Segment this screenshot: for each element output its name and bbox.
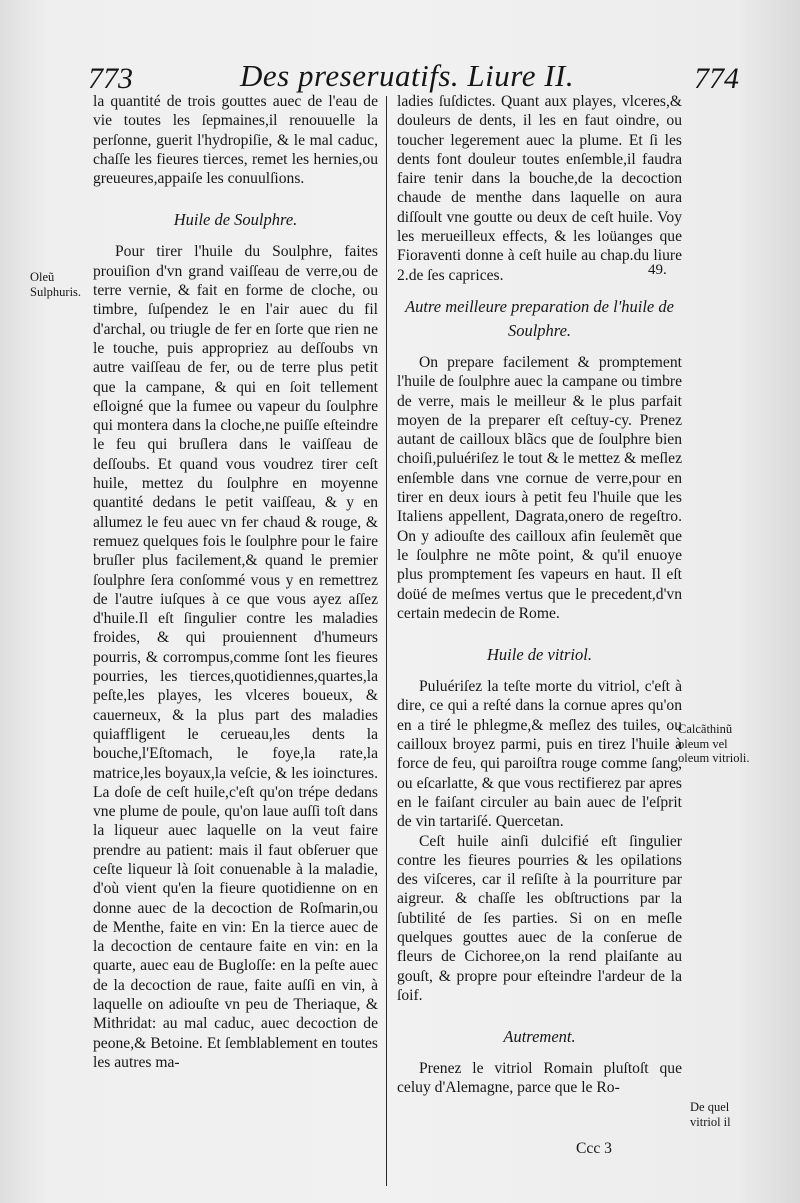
heading-huile-de-vitriol: Huile de vitriol. [487,645,592,665]
column-divider [386,96,387,1186]
heading-autrement: Autrement. [503,1027,576,1047]
right-paragraph-1: ladies ſuſdictes. Quant aux playes, vlceres,& douleurs de dents, il les en faut oindre, ou toucher legerement auec la plume. Et ſi les dents font douleur toutes enſemble,il faudra faire tenir dans la bouche,de la decoction chaude de menthe dans laquelle on aura diſſoult vne goutte ou deux de ceſt huile. Voy les merueilleux effects, & les loüanges que Fioraventi donne à ceſt huile au chap.du liure 2.de ſes caprices. [397,93,682,284]
left-paragraph-2: Pour tirer l'huile du Soulphre, faites prouiſion d'vn grand vaiſſeau de verre,ou de terre vernie, & fait en forme de cloche, ou timbre, ſuſpendez le en l'air auec du fil d'archal, ou triugle de fer en ſorte que rien ne le touche, puis appropriez au deſſoubs vn autre vaiſſeau de fer, ou de terre plus petit que la campane, & qui en ſoit tellement eſloigné que la fumee ou vapeur du ſoulphre qui montera dans la cloche,ne puiſſe eſteindre le feu qui bruſlera dans le vaiſſeau de deſſoubs. Et quand vous voudrez tirer ceſt huile, mettez du ſoulphre en moyenne quantité dedans le petit vaiſſeau, & y en allumez le feu auec vn fer chaud & rouge, & remuez quelques fois le ſoulphre pour le faire bruſler plus facilement,& quand le premier ſoulphre ſera conſommé vous y en remettrez de l'autre iuſques à ce que vous ayez aſſez d'huile.Il eſt ſingulier contre les maladies froides, & qui prouiennent d'humeurs pourris, & corrompus,comme ſont les fieures pourries, les tierces,quotidiennes,quartes,la peſte,les playes, les vlceres boueux, & cauerneux, & la plus part des maladies quiaffligent le cerueau,les dents la bouche,l'Eſtomach, le foye,la rate,la matrice,les boyaux,la veſcie, & les ioinctures. La doſe de ceſt huile,c'eſt qu'on trépe dedans vne plume de poule, qu'on laue auſſi toſt dans la liqueur auec laquelle on la veut faire prendre au patient: mais il faut obſeruer que ceſte liqueur là ſoit conuenable à la maladie, d'où vient qu'en la fieure quotidienne on en donne auec de la decoction de Roſmarin,ou de Menthe, faite en vin: En la tierce auec de la decoction de centaure faite en vin: en la quarte, auec eau de Bugloſſe: en la peſte auec de la decoction de raue, faite auſſi en vin, à laquelle on adiouſte vn peu de Theriaque, & Mithridat: au mal caduc, auec decoction de peone,& Betoine. Et ſemblablement en toutes les autres ma- [93,243,378,1071]
right-column [397,92,682,1098]
margin-note-oleum-sulphuris: Oleũ Sulphuris. [30,270,82,299]
right-paragraph-4: Ceſt huile ainſi dulcifié eſt ſingulier contre les fieures pourries & les opilations des viſceres, car il reſiſte à la pourriture par aigreur. & chaſſe les obſtructions par la ſubtilité de ſes parties. Si on en meſle quelques gouttes auec de la conſerue de fleurs de Cichoree,on la rend plaiſante au gouſt, & propre pour eſteindre l'ardeur de la ſoif. [397,832,682,1004]
margin-note-de-quel-vitriol: De quel vitriol il [690,1100,731,1129]
right-paragraph-2: On prepare facilement & promptement l'huile de ſoulphre auec la campane ou timbre de verre, mais le meilleur & le plus parfait moyen de la preparer eſt ceſtuy-cy. Prenez autant de cailloux blãcs que de ſoulphre bien choiſi,puluériſez le tout & le mettez & meſlez enſemble dans vne cornue de verre,pour en tirer en deux iours à petit feu l'huile que les Italiens appellent, Dagrata,onero de regeſtro. On y adiouſte des cailloux afin ſeulemẽt que le ſoulphre ne mõte point, & qu'il enuoye plus promptement ſes vapeurs en haut. Il eſt doüé de meſmes vertus que le precedent,d'vn certain medecin de Rome. [397,353,682,622]
heading-autre-preparation: Autre meilleure preparation de l'huile de Soulphre. [405,296,674,340]
left-paragraph-1: la quantité de trois gouttes auec de l'eau de vie toutes les ſepmaines,il renouuelle la perſonne, guerit l'hydropiſie, & le mal caduc, chaſſe les fieures tierces, remet les hernies,ou greueures,appaiſe les conuulſions. [93,93,378,188]
running-title: Des preseruatifs. Liure II. [240,58,575,93]
right-paragraph-5: Prenez le vitriol Romain pluſtoſt que celuy d'Alemagne, parce que le Ro- [397,1060,682,1097]
left-page-number: 773 [88,62,133,95]
heading-huile-de-soulphre: Huile de Soulphre. [173,210,298,230]
right-page-number: 774 [694,62,739,95]
margin-chapter-number: 49. [648,262,667,278]
left-column [93,92,378,1072]
margin-note-calcanthinum: Calcãthinũ oleum vel oleum vitrioli. [678,722,750,765]
right-paragraph-3: Puluériſez la teſte morte du vitriol, c'eſt à dire, ce qui a reſté dans la cornue apres qu'on en a tiré le phlegme,& meſlez des tuiles, ou cailloux broyez parmi, puis en tirez l'huile à force de feu, qui paroiſtra rouge comme ſang, ou eſcarlatte, & que vous rectifierez par apres en le faiſant circuler au bain auec de l'eſprit de vin tartariſé. Quercetan. [397,678,682,831]
signature-mark: Ccc 3 [576,1140,612,1157]
